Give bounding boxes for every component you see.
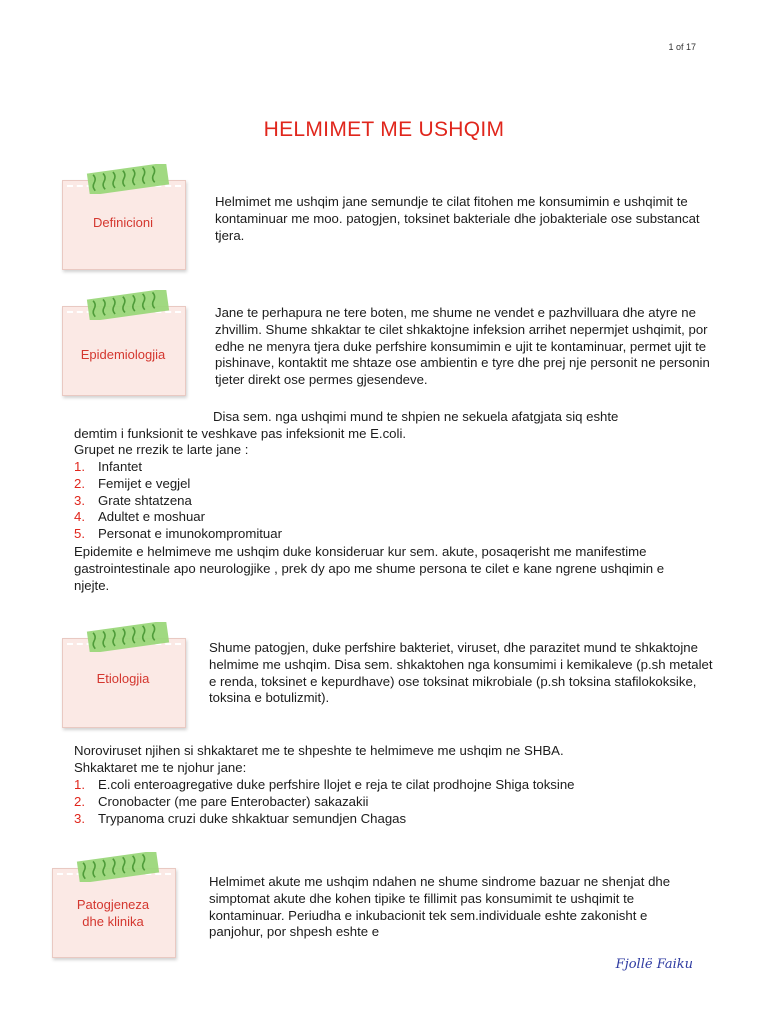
pathogenesis-paragraph: Helmimet akute me ushqim ndahen ne shume sindrome bazuar ne shenjat dhe simptomat akute dhe kohen tipike te fillimit pas konsumimit te ushqimit te kontaminuar. Periudha e inkubacionit tek sem.individuale eshte zakonisht e panjohur, por shpesh eshte e (209, 874, 671, 940)
list-number: 1. (74, 777, 85, 792)
list-item (74, 777, 714, 794)
section-label-line: dhe klinika (82, 914, 144, 929)
list-number: 1. (74, 459, 85, 474)
epidemics-paragraph: Epidemite e helmimeve me ushqim duke konsideruar kur sem. akute, posaqerisht me manifestime gastrointestinale apo neurologjike , prek dy apo me shume persona te cilet e kane ngrene ushqimin e njejte. (74, 544, 665, 593)
etiology-paragraph: Shume patogjen, duke perfshire bakteriet, viruset, dhe parazitet mund te shkaktojne helmime me ushqim. Disa sem. shkaktohen nga konsumimi i kemikaleve (p.sh metalet e renda, toksinet e kepurdhave) ose toksinat mikrobiale (p.sh toksina stafilokoksike, toksina e botulizmit). (209, 640, 713, 706)
page-number: 1 of 17 (668, 42, 696, 52)
author-signature: Fjollë Faiku (615, 957, 693, 972)
causes-list (74, 777, 714, 827)
list-number: 3. (74, 492, 85, 508)
document-title: HELMIMET ME USHQIM (263, 118, 505, 141)
list-number: 5. (74, 526, 85, 542)
section-label: Definicioni (93, 215, 153, 230)
section-label-line: Patogjeneza (76, 897, 150, 912)
list-item (74, 509, 714, 526)
list-number: 4. (74, 509, 85, 525)
list-text: Infantet (98, 459, 142, 474)
list-item (74, 811, 714, 828)
list-text: Adultet e moshuar (98, 509, 206, 525)
section-label: Etiologjia (96, 671, 150, 686)
section-label-note (62, 298, 187, 398)
norovirus-line: Noroviruset njihen si shkaktaret me te shpeshte te helmimeve me ushqim ne SHBA. (74, 743, 564, 758)
list-text: Grate shtatzena (98, 492, 192, 508)
list-item (74, 794, 714, 811)
definition-paragraph: Helmimet me ushqim jane semundje te cilat fitohen me konsumimin e ushqimit te kontaminuar me moo. patogjen, toksinet bakteriale dhe jobakteriale ose substancat tjera. (215, 194, 700, 243)
list-text: Cronobacter (me pare Enterobacter) sakazakii (98, 793, 369, 809)
list-item (74, 493, 714, 510)
list-text: Femijet e vegjel (98, 475, 191, 491)
washi-tape-icon (84, 622, 172, 652)
section-label: Epidemiologjia (80, 347, 166, 362)
list-text: E.coli enteroagregative duke perfshire llojet e reja te cilat prodhojne Shiga toksine (98, 777, 575, 792)
washi-tape-icon (74, 852, 162, 882)
causes-intro: Shkaktaret me te njohur jane: (74, 760, 247, 775)
list-text: Trypanoma cruzi duke shkaktuar semundjen Chagas (98, 810, 407, 826)
section-label-note (62, 630, 187, 730)
list-number: 2. (74, 793, 85, 809)
risk-groups-intro: Grupet ne rrezik te larte jane : (74, 442, 249, 457)
list-item (74, 459, 714, 476)
list-text: Personat e imunokompromituar (98, 526, 282, 542)
section-label-note (52, 860, 177, 960)
section-label (52, 896, 174, 930)
section-label-note (62, 172, 187, 272)
sequelae-line: Disa sem. nga ushqimi mund te shpien ne sekuela afatgjata siq eshte (213, 409, 619, 424)
epidemiology-paragraph: Jane te perhapura ne tere boten, me shume ne vendet e pazhvilluara dhe atyre ne zhvillim. Shume shkaktar te cilet shkaktojne infeksion arrihet nepermjet ushqimit, por edhe ne menyra tjera duke perfshire konsumimin e ujit te kontaminuar, permet ujit te pishinave, kontaktit me shtaze ose ambientin e tyre dhe prej nje personit ne personin tjeter direkt ose permes gjesendeve. (215, 305, 710, 388)
list-item (74, 476, 714, 493)
risk-groups-list (74, 459, 714, 543)
list-item (74, 526, 714, 543)
washi-tape-icon (84, 290, 172, 320)
list-number: 3. (74, 810, 85, 826)
washi-tape-icon (84, 164, 172, 194)
list-number: 2. (74, 475, 85, 491)
sequelae-line: demtim i funksionit te veshkave pas infeksionit me E.coli. (74, 426, 407, 441)
